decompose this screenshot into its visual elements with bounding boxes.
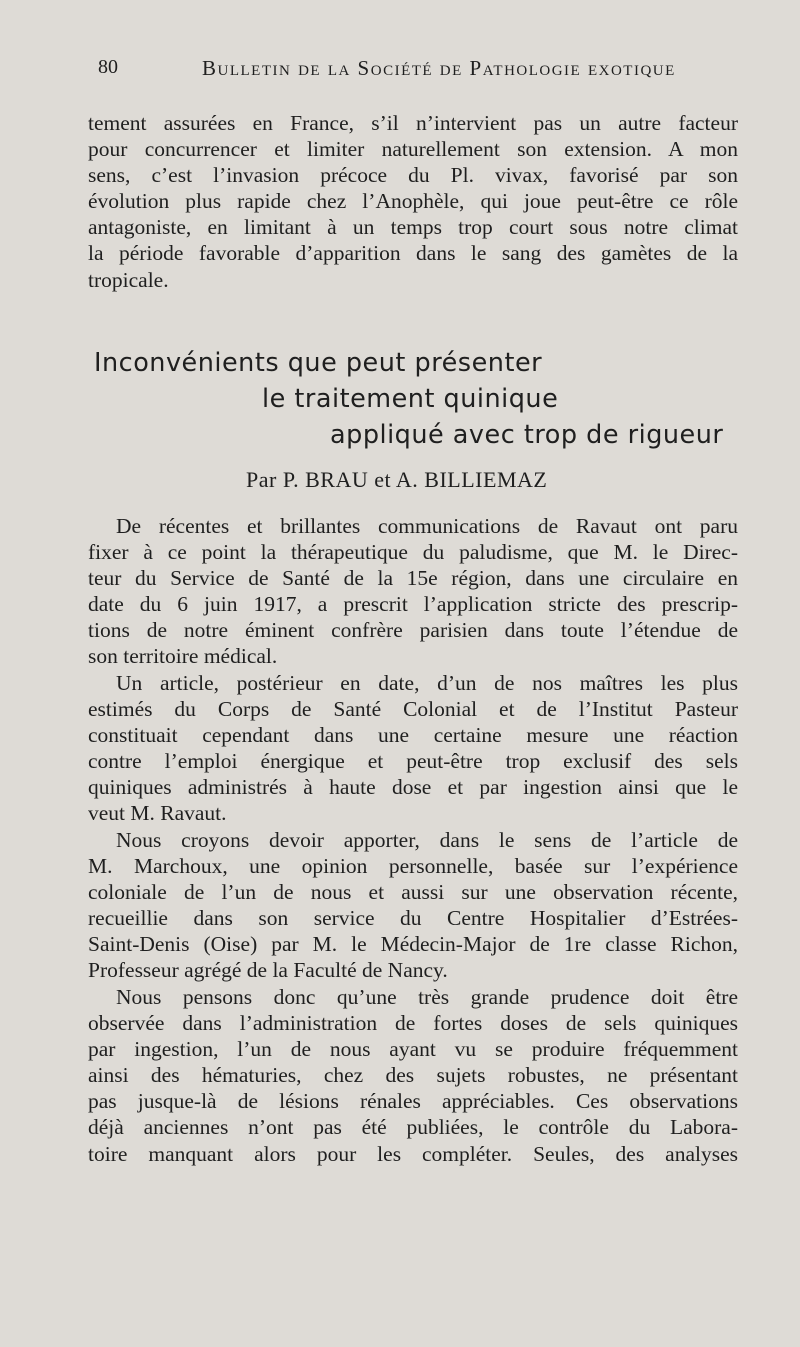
text-line: la période favorable d’apparition dans le sang des gamètes de la xyxy=(88,241,738,266)
text-line: pour concurrencer et limiter naturellement son extension. A mon xyxy=(88,137,738,162)
text-line: De récentes et brillantes communications de Ravaut ont paru xyxy=(116,514,738,538)
text-line: observée dans l’administration de fortes doses de sels quiniques xyxy=(88,1011,738,1036)
text-line: contre l’emploi énergique et peut-être trop exclusif des sels xyxy=(88,749,738,774)
body-paragraph xyxy=(88,670,738,827)
body-paragraph xyxy=(88,827,738,984)
text-line: ainsi des hématuries, chez des sujets robustes, ne présentant xyxy=(88,1063,738,1088)
text-line: Saint-Denis (Oise) par M. le Médecin-Major de 1re classe Richon, xyxy=(88,932,738,957)
text-line: constituait cependant dans une certaine mesure une réaction xyxy=(88,723,738,748)
text-line: estimés du Corps de Santé Colonial et de l’Institut Pasteur xyxy=(88,697,738,722)
text-line: son territoire médical. xyxy=(88,644,278,669)
text-line: Professeur agrégé de la Faculté de Nancy. xyxy=(88,958,448,983)
title-line: le traitement quinique xyxy=(262,384,559,414)
text-line: quiniques administrés à haute dose et par ingestion ainsi que le xyxy=(88,775,738,800)
page-number: 80 xyxy=(98,56,118,78)
text-line: Nous croyons devoir apporter, dans le sens de l’article de xyxy=(116,828,738,852)
text-line: coloniale de l’un de nous et aussi sur une observation récente, xyxy=(88,880,738,905)
journal-name: Bulletin de la Société de Pathologie exotique xyxy=(202,56,676,80)
text-line: toire manquant alors pour les compléter. Seules, des analyses xyxy=(88,1141,738,1166)
text-line: évolution plus rapide chez l’Anophèle, qui joue peut-être ce rôle xyxy=(88,189,738,214)
text-line: tement assurées en France, s’il n’intervient pas un autre facteur xyxy=(88,111,738,135)
text-line: tions de notre éminent confrère parisien dans toute l’étendue de xyxy=(88,618,738,643)
text-line: tropicale. xyxy=(88,267,169,292)
text-line: pas jusque-là de lésions rénales appréciables. Ces observations xyxy=(88,1089,738,1114)
text-line: déjà anciennes n’ont pas été publiées, le contrôle du Labora- xyxy=(88,1115,738,1140)
intro-paragraph xyxy=(88,110,738,293)
text-line: Un article, postérieur en date, d’un de nos maîtres les plus xyxy=(116,671,738,695)
text-line: M. Marchoux, une opinion personnelle, basée sur l’expérience xyxy=(88,854,738,879)
text-line: date du 6 juin 1917, a prescrit l’application stricte des prescrip- xyxy=(88,592,738,617)
text-line: Nous pensons donc qu’une très grande prudence doit être xyxy=(116,985,738,1009)
text-line: teur du Service de Santé de la 15e région, dans une circulaire en xyxy=(88,566,738,591)
article-authors: Par P. BRAU et A. BILLIEMAZ xyxy=(246,467,548,492)
title-line: appliqué avec trop de rigueur xyxy=(330,420,724,450)
title-line: Inconvénients que peut présenter xyxy=(94,348,543,378)
text-line: fixer à ce point la thérapeutique du paludisme, que M. le Direc- xyxy=(88,540,738,565)
text-line: sens, c’est l’invasion précoce du Pl. vivax, favorisé par son xyxy=(88,163,738,188)
text-line: antagoniste, en limitant à un temps trop court sous notre climat xyxy=(88,215,738,240)
body-paragraph xyxy=(88,513,738,670)
text-line: par ingestion, l’un de nous ayant vu se produire fréquemment xyxy=(88,1037,738,1062)
text-line: veut M. Ravaut. xyxy=(88,801,227,826)
body-paragraph xyxy=(88,984,738,1167)
text-line: recueillie dans son service du Centre Hospitalier d’Estrées- xyxy=(88,906,738,931)
